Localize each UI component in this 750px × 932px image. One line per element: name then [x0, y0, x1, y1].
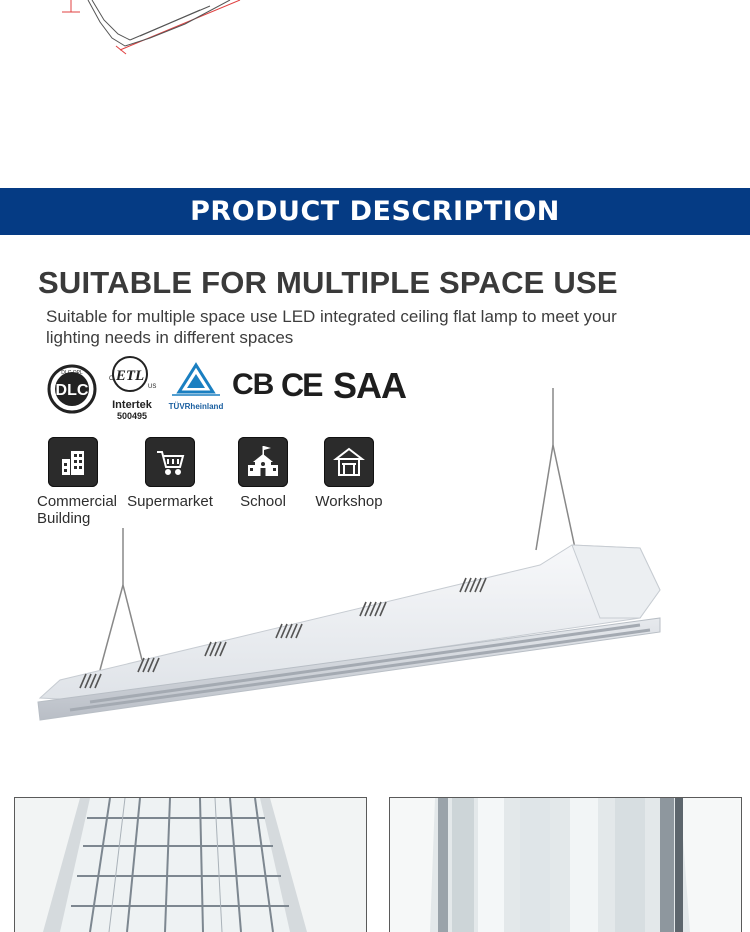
ce-mark: CE — [281, 367, 322, 403]
app-label: School — [240, 493, 286, 510]
app-supermarket — [120, 437, 220, 510]
app-label: Commercial Building — [37, 493, 118, 527]
product-photo-tubes — [389, 797, 742, 932]
subline: Suitable for multiple space use LED integrated ceiling flat lamp to meet your lighting needs in different spaces — [46, 307, 617, 347]
commercial-building-icon — [48, 437, 98, 487]
workshop-icon — [324, 437, 374, 487]
school-icon — [238, 437, 288, 487]
intertek-text: Intertek — [112, 399, 152, 411]
svg-text:DLC: DLC — [55, 382, 89, 399]
cb-mark: CB — [232, 368, 274, 401]
shopping-cart-icon — [145, 437, 195, 487]
tuv-text: TÜVRheinland — [168, 402, 224, 411]
led-linear-lamp-image — [0, 380, 750, 740]
svg-text:DLC QPL: DLC QPL — [61, 370, 83, 376]
banner-title: PRODUCT DESCRIPTION — [190, 196, 560, 227]
intertek-number: 500495 — [116, 411, 148, 421]
headline: SUITABLE FOR MULTIPLE SPACE USE — [38, 265, 618, 300]
app-workshop — [299, 437, 399, 510]
svg-text:ETL: ETL — [115, 368, 145, 384]
app-school — [213, 437, 313, 510]
section-banner — [0, 188, 750, 235]
app-label: Workshop — [315, 493, 383, 510]
app-commercial-building — [23, 437, 123, 527]
svg-text:C: C — [109, 376, 114, 382]
svg-text:US: US — [148, 384, 157, 390]
product-photo-grille — [14, 797, 367, 932]
app-label: Supermarket — [127, 493, 213, 510]
dimension-drawing — [0, 0, 750, 60]
saa-mark: SAA — [333, 365, 407, 406]
